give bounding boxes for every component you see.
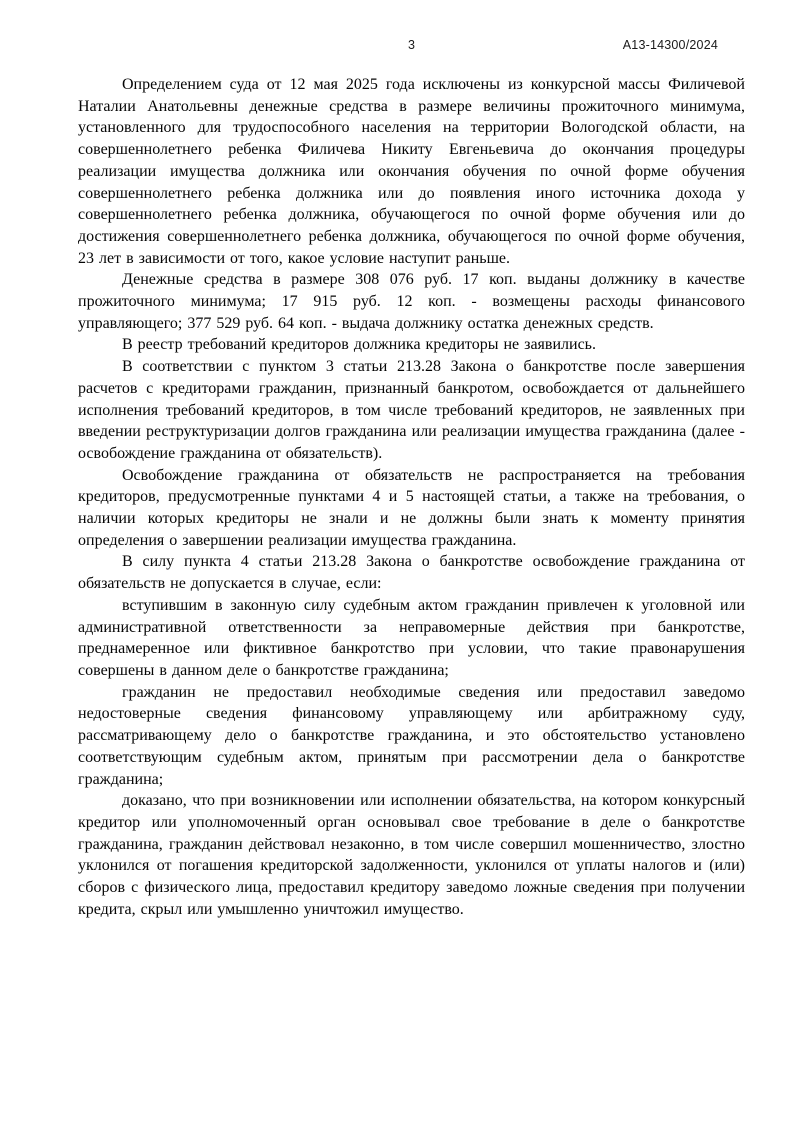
paragraph: доказано, что при возникновении или исполнении обязательства, на котором конкурсный кредитор или уполномоченный орган основывал свое требование в деле о банкротстве гражданина, гражданин действовал незаконно, в том числе совершил мошенничество, злостно уклонился от погашения кредиторской задолженности, уклонился от уплаты налогов и (или) сборов с физического лица, предоставил кредитору заведомо ложные сведения при получении кредита, скрыл или умышленно уничтожил имущество.: [78, 792, 745, 918]
paragraph: вступившим в законную силу судебным актом гражданин привлечен к уголовной или административной ответственности за неправомерные действия при банкротстве, преднамеренное или фиктивное банкротство при условии, что такие правонарушения совершены в данном деле о банкротстве гражданина;: [78, 596, 745, 679]
paragraph: В реестр требований кредиторов должника кредиторы не заявились.: [122, 336, 596, 354]
paragraph: Денежные средства в размере 308 076 руб. 17 коп. выданы должнику в качестве прожиточного минимума; 17 915 руб. 12 коп. - возмещены расходы финансового управляющего; 377 529 руб. 64 коп. - выдача должнику остатка денежных средств.: [78, 271, 745, 332]
paragraph: Освобождение гражданина от обязательств не распространяется на требования кредиторов, предусмотренные пунктами 4 и 5 настоящей статьи, а также на требования, о наличии которых кредиторы не знали и не должны были знать к моменту принятия определения о завершении реализации имущества гражданина.: [78, 466, 745, 549]
case-number: А13-14300/2024: [622, 38, 718, 52]
document-body: [78, 74, 745, 920]
page-number: 3: [408, 38, 415, 52]
paragraph: гражданин не предоставил необходимые сведения или предоставил заведомо недостоверные сведения финансовому управляющему или арбитражному суду, рассматривающему дело о банкротстве гражданина, и это обстоятельство установлено соответствующим судебным актом, принятым при рассмотрении дела о банкротстве гражданина;: [78, 683, 745, 788]
paragraph: В силу пункта 4 статьи 213.28 Закона о банкротстве освобождение гражданина от обязательств не допускается в случае, если:: [78, 553, 745, 593]
paragraph: В соответствии с пунктом 3 статьи 213.28 Закона о банкротстве после завершения расчетов с кредиторами гражданин, признанный банкротом, освобождается от дальнейшего исполнения требований кредиторов, в том числе требований кредиторов, не заявленных при введении реструктуризации долгов гражданина или реализации имущества гражданина (далее - освобождение гражданина от обязательств).: [78, 358, 745, 462]
page-header: [0, 38, 800, 54]
paragraph: Определением суда от 12 мая 2025 года исключены из конкурсной массы Филичевой Наталии Анатольевны денежные средства в размере величины прожиточного минимума, установленного для трудоспособного населения на территории Вологодской области, на совершеннолетнего ребенка Филичева Никиту Евгеньевича до окончания процедуры реализации имущества должника или окончания обучения по очной форме обучения совершеннолетнего ребенка должника или до появления иного источника дохода у совершеннолетнего ребенка должника, обучающегося по очной форме обучения или до достижения совершеннолетнего ребенка должника, обучающегося по очной форме обучения, 23 лет в зависимости от того, какое условие наступит раньше.: [78, 76, 745, 267]
